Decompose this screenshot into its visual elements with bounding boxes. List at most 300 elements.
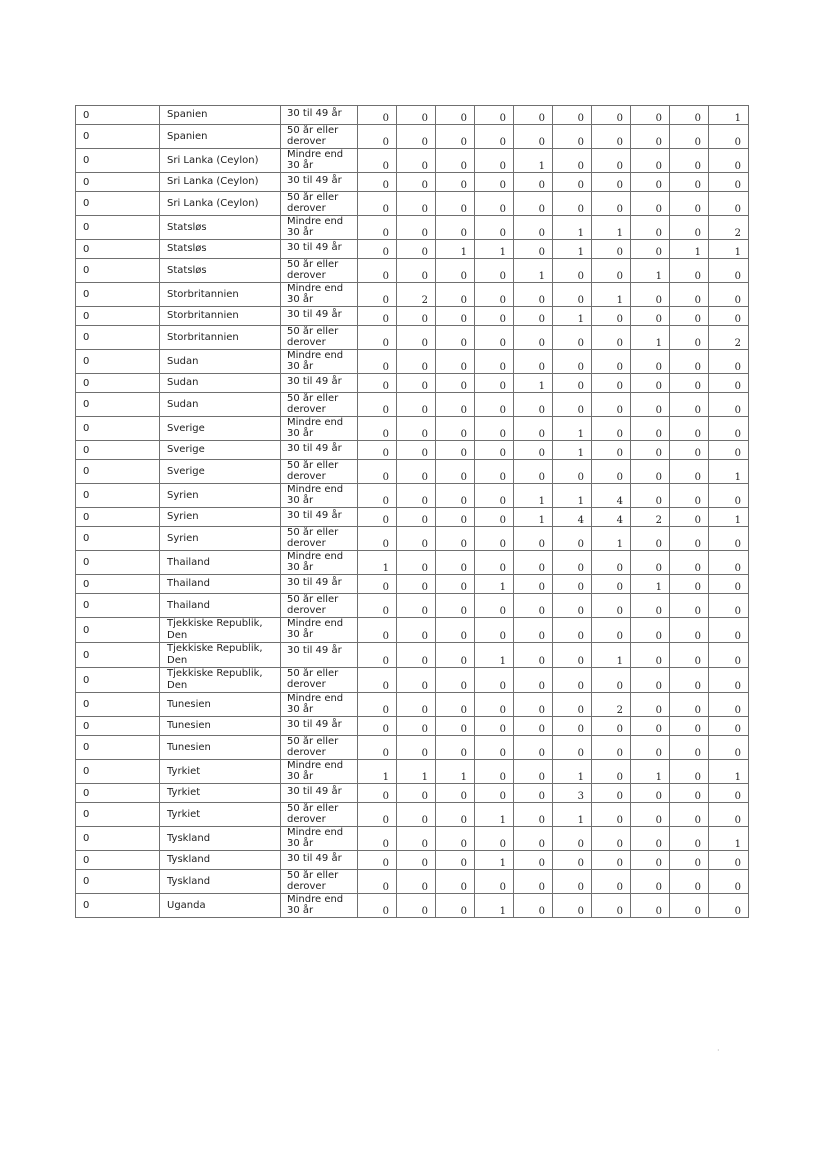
value-cell: 1 xyxy=(475,803,514,827)
country-cell: Tyskland xyxy=(160,870,281,894)
value-cell: 0 xyxy=(514,894,553,918)
value-cell: 0 xyxy=(670,618,709,643)
value-cell: 0 xyxy=(397,575,436,594)
value-cell: 0 xyxy=(631,350,670,374)
value-cell: 0 xyxy=(514,643,553,668)
value-cell: 0 xyxy=(475,216,514,240)
value-cell: 1 xyxy=(553,417,592,441)
code-cell: 0 xyxy=(76,441,160,460)
value-cell: 0 xyxy=(631,374,670,393)
value-cell: 0 xyxy=(358,374,397,393)
value-cell: 0 xyxy=(436,717,475,736)
value-cell: 0 xyxy=(358,894,397,918)
country-cell: Spanien xyxy=(160,125,281,149)
value-cell: 0 xyxy=(553,594,592,618)
value-cell: 0 xyxy=(592,827,631,851)
value-cell: 4 xyxy=(553,508,592,527)
value-cell: 0 xyxy=(592,717,631,736)
value-cell: 0 xyxy=(436,374,475,393)
value-cell: 0 xyxy=(592,441,631,460)
value-cell: 0 xyxy=(553,575,592,594)
age-group-cell: 50 år eller derover xyxy=(281,594,358,618)
code-cell: 0 xyxy=(76,870,160,894)
value-cell: 0 xyxy=(709,851,749,870)
value-cell: 1 xyxy=(709,508,749,527)
country-cell: Sudan xyxy=(160,393,281,417)
value-cell: 0 xyxy=(670,527,709,551)
table-row xyxy=(76,393,749,417)
value-cell: 0 xyxy=(592,240,631,259)
value-cell: 0 xyxy=(553,851,592,870)
value-cell: 0 xyxy=(631,894,670,918)
value-cell: 0 xyxy=(397,106,436,125)
value-cell: 2 xyxy=(709,216,749,240)
value-cell: 0 xyxy=(475,827,514,851)
country-cell: Sverige xyxy=(160,441,281,460)
value-cell: 0 xyxy=(553,106,592,125)
code-cell: 0 xyxy=(76,736,160,760)
age-group-cell: 50 år eller derover xyxy=(281,259,358,283)
code-cell: 0 xyxy=(76,393,160,417)
value-cell: 0 xyxy=(358,350,397,374)
value-cell: 0 xyxy=(514,192,553,216)
value-cell: 0 xyxy=(358,106,397,125)
value-cell: 0 xyxy=(670,894,709,918)
table-row xyxy=(76,851,749,870)
value-cell: 0 xyxy=(592,851,631,870)
country-cell: Thailand xyxy=(160,575,281,594)
value-cell: 0 xyxy=(397,173,436,192)
value-cell: 0 xyxy=(670,374,709,393)
table-row xyxy=(76,643,749,668)
value-cell: 0 xyxy=(670,125,709,149)
value-cell: 0 xyxy=(514,784,553,803)
value-cell: 0 xyxy=(670,760,709,784)
value-cell: 0 xyxy=(631,192,670,216)
value-cell: 0 xyxy=(553,283,592,307)
age-group-cell: 50 år eller derover xyxy=(281,527,358,551)
value-cell: 0 xyxy=(436,417,475,441)
age-group-cell: 50 år eller derover xyxy=(281,125,358,149)
value-cell: 0 xyxy=(397,693,436,717)
value-cell: 0 xyxy=(553,350,592,374)
value-cell: 1 xyxy=(592,283,631,307)
value-cell: 0 xyxy=(670,173,709,192)
value-cell: 0 xyxy=(709,693,749,717)
country-cell: Tyrkiet xyxy=(160,760,281,784)
value-cell: 0 xyxy=(514,326,553,350)
value-cell: 0 xyxy=(397,668,436,693)
value-cell: 0 xyxy=(397,417,436,441)
value-cell: 0 xyxy=(631,216,670,240)
value-cell: 0 xyxy=(436,894,475,918)
value-cell: 0 xyxy=(514,240,553,259)
value-cell: 0 xyxy=(475,668,514,693)
country-cell: Sudan xyxy=(160,374,281,393)
value-cell: 0 xyxy=(592,307,631,326)
value-cell: 0 xyxy=(709,668,749,693)
value-cell: 0 xyxy=(475,484,514,508)
age-group-cell: Mindre end 30 år xyxy=(281,484,358,508)
value-cell: 0 xyxy=(358,870,397,894)
value-cell: 0 xyxy=(709,618,749,643)
value-cell: 0 xyxy=(553,173,592,192)
value-cell: 0 xyxy=(631,460,670,484)
value-cell: 0 xyxy=(553,149,592,173)
value-cell: 0 xyxy=(475,784,514,803)
country-cell: Storbritannien xyxy=(160,283,281,307)
age-group-cell: 30 til 49 år xyxy=(281,307,358,326)
value-cell: 0 xyxy=(631,240,670,259)
table-row xyxy=(76,668,749,693)
value-cell: 1 xyxy=(709,240,749,259)
value-cell: 0 xyxy=(514,668,553,693)
table-row xyxy=(76,784,749,803)
code-cell: 0 xyxy=(76,374,160,393)
age-group-cell: Mindre end 30 år xyxy=(281,350,358,374)
value-cell: 0 xyxy=(514,618,553,643)
age-group-cell: Mindre end 30 år xyxy=(281,216,358,240)
value-cell: 0 xyxy=(553,460,592,484)
table-row xyxy=(76,717,749,736)
country-cell: Tjekkiske Republik, Den xyxy=(160,618,281,643)
value-cell: 0 xyxy=(709,717,749,736)
value-cell: 0 xyxy=(475,441,514,460)
value-cell: 0 xyxy=(397,827,436,851)
country-cell: Tunesien xyxy=(160,736,281,760)
table-row xyxy=(76,551,749,575)
value-cell: 0 xyxy=(475,870,514,894)
code-cell: 0 xyxy=(76,527,160,551)
value-cell: 0 xyxy=(631,307,670,326)
code-cell: 0 xyxy=(76,173,160,192)
code-cell: 0 xyxy=(76,760,160,784)
value-cell: 0 xyxy=(358,508,397,527)
value-cell: 1 xyxy=(553,307,592,326)
table-row xyxy=(76,283,749,307)
value-cell: 0 xyxy=(514,216,553,240)
value-cell: 0 xyxy=(670,827,709,851)
value-cell: 0 xyxy=(514,460,553,484)
value-cell: 0 xyxy=(475,594,514,618)
value-cell: 0 xyxy=(475,173,514,192)
table-row xyxy=(76,693,749,717)
value-cell: 0 xyxy=(631,527,670,551)
age-group-cell: Mindre end 30 år xyxy=(281,894,358,918)
table-row xyxy=(76,240,749,259)
value-cell: 0 xyxy=(475,508,514,527)
country-cell: Tjekkiske Republik, Den xyxy=(160,643,281,668)
age-group-cell: 30 til 49 år xyxy=(281,173,358,192)
value-cell: 0 xyxy=(592,618,631,643)
value-cell: 1 xyxy=(436,760,475,784)
value-cell: 0 xyxy=(709,350,749,374)
table-row xyxy=(76,484,749,508)
value-cell: 0 xyxy=(709,192,749,216)
value-cell: 0 xyxy=(592,460,631,484)
value-cell: 1 xyxy=(592,216,631,240)
value-cell: 0 xyxy=(475,259,514,283)
table-row xyxy=(76,803,749,827)
value-cell: 0 xyxy=(397,551,436,575)
value-cell: 0 xyxy=(514,736,553,760)
value-cell: 0 xyxy=(709,551,749,575)
code-cell: 0 xyxy=(76,508,160,527)
value-cell: 0 xyxy=(670,393,709,417)
value-cell: 0 xyxy=(358,393,397,417)
value-cell: 0 xyxy=(514,851,553,870)
value-cell: 0 xyxy=(631,870,670,894)
country-cell: Tunesien xyxy=(160,693,281,717)
value-cell: 0 xyxy=(475,125,514,149)
value-cell: 0 xyxy=(709,259,749,283)
value-cell: 0 xyxy=(358,693,397,717)
value-cell: 0 xyxy=(670,551,709,575)
value-cell: 1 xyxy=(514,484,553,508)
value-cell: 0 xyxy=(397,736,436,760)
table-row xyxy=(76,508,749,527)
code-cell: 0 xyxy=(76,551,160,575)
value-cell: 0 xyxy=(436,441,475,460)
table-row xyxy=(76,575,749,594)
value-cell: 0 xyxy=(670,668,709,693)
value-cell: 0 xyxy=(514,717,553,736)
table-row xyxy=(76,192,749,216)
value-cell: 0 xyxy=(592,125,631,149)
value-cell: 0 xyxy=(436,870,475,894)
value-cell: 1 xyxy=(631,575,670,594)
value-cell: 0 xyxy=(514,441,553,460)
country-cell: Sri Lanka (Ceylon) xyxy=(160,149,281,173)
value-cell: 0 xyxy=(475,618,514,643)
value-cell: 0 xyxy=(631,441,670,460)
code-cell: 0 xyxy=(76,125,160,149)
value-cell: 1 xyxy=(475,894,514,918)
value-cell: 0 xyxy=(397,894,436,918)
value-cell: 4 xyxy=(592,484,631,508)
age-group-cell: 50 år eller derover xyxy=(281,326,358,350)
value-cell: 0 xyxy=(358,307,397,326)
value-cell: 0 xyxy=(670,508,709,527)
value-cell: 0 xyxy=(397,393,436,417)
value-cell: 0 xyxy=(358,417,397,441)
value-cell: 1 xyxy=(709,760,749,784)
value-cell: 0 xyxy=(475,417,514,441)
code-cell: 0 xyxy=(76,827,160,851)
table-row xyxy=(76,417,749,441)
age-group-cell: Mindre end 30 år xyxy=(281,760,358,784)
value-cell: 0 xyxy=(397,784,436,803)
value-cell: 0 xyxy=(475,350,514,374)
value-cell: 3 xyxy=(553,784,592,803)
value-cell: 0 xyxy=(436,575,475,594)
value-cell: 0 xyxy=(436,851,475,870)
value-cell: 0 xyxy=(475,374,514,393)
value-cell: 0 xyxy=(358,240,397,259)
value-cell: 0 xyxy=(592,575,631,594)
value-cell: 1 xyxy=(475,851,514,870)
value-cell: 0 xyxy=(553,374,592,393)
value-cell: 0 xyxy=(514,551,553,575)
value-cell: 0 xyxy=(475,326,514,350)
value-cell: 0 xyxy=(397,460,436,484)
value-cell: 0 xyxy=(670,784,709,803)
value-cell: 0 xyxy=(397,192,436,216)
value-cell: 0 xyxy=(631,551,670,575)
value-cell: 0 xyxy=(670,460,709,484)
value-cell: 0 xyxy=(358,527,397,551)
country-cell: Statsløs xyxy=(160,259,281,283)
value-cell: 0 xyxy=(670,717,709,736)
code-cell: 0 xyxy=(76,307,160,326)
value-cell: 0 xyxy=(475,283,514,307)
value-cell: 0 xyxy=(358,827,397,851)
data-table xyxy=(75,105,749,918)
value-cell: 0 xyxy=(397,618,436,643)
age-group-cell: Mindre end 30 år xyxy=(281,827,358,851)
value-cell: 0 xyxy=(436,259,475,283)
country-cell: Syrien xyxy=(160,484,281,508)
value-cell: 0 xyxy=(631,125,670,149)
age-group-cell: 50 år eller derover xyxy=(281,736,358,760)
value-cell: 0 xyxy=(397,326,436,350)
value-cell: 2 xyxy=(709,326,749,350)
value-cell: 0 xyxy=(475,717,514,736)
value-cell: 0 xyxy=(553,894,592,918)
value-cell: 2 xyxy=(631,508,670,527)
value-cell: 0 xyxy=(436,192,475,216)
country-cell: Tjekkiske Republik, Den xyxy=(160,668,281,693)
table-row xyxy=(76,307,749,326)
value-cell: 1 xyxy=(631,760,670,784)
value-cell: 0 xyxy=(631,803,670,827)
table-row xyxy=(76,259,749,283)
value-cell: 0 xyxy=(514,693,553,717)
country-cell: Uganda xyxy=(160,894,281,918)
value-cell: 0 xyxy=(358,668,397,693)
value-cell: 1 xyxy=(592,527,631,551)
value-cell: 0 xyxy=(709,594,749,618)
value-cell: 0 xyxy=(592,784,631,803)
value-cell: 4 xyxy=(592,508,631,527)
value-cell: 1 xyxy=(592,643,631,668)
value-cell: 0 xyxy=(514,106,553,125)
value-cell: 1 xyxy=(631,259,670,283)
value-cell: 1 xyxy=(670,240,709,259)
value-cell: 0 xyxy=(436,527,475,551)
value-cell: 0 xyxy=(592,149,631,173)
value-cell: 0 xyxy=(592,173,631,192)
value-cell: 0 xyxy=(475,307,514,326)
table-row xyxy=(76,870,749,894)
value-cell: 0 xyxy=(670,259,709,283)
value-cell: 0 xyxy=(670,192,709,216)
age-group-cell: 50 år eller derover xyxy=(281,803,358,827)
table-row xyxy=(76,618,749,643)
code-cell: 0 xyxy=(76,693,160,717)
value-cell: 0 xyxy=(592,106,631,125)
age-group-cell: 30 til 49 år xyxy=(281,575,358,594)
value-cell: 0 xyxy=(709,283,749,307)
value-cell: 2 xyxy=(397,283,436,307)
value-cell: 0 xyxy=(709,149,749,173)
country-cell: Thailand xyxy=(160,594,281,618)
value-cell: 0 xyxy=(553,326,592,350)
code-cell: 0 xyxy=(76,484,160,508)
value-cell: 0 xyxy=(397,307,436,326)
age-group-cell: 30 til 49 år xyxy=(281,240,358,259)
value-cell: 0 xyxy=(358,717,397,736)
value-cell: 0 xyxy=(670,307,709,326)
code-cell: 0 xyxy=(76,668,160,693)
stray-mark: · xyxy=(717,1046,720,1055)
country-cell: Tyrkiet xyxy=(160,803,281,827)
code-cell: 0 xyxy=(76,240,160,259)
value-cell: 0 xyxy=(631,484,670,508)
value-cell: 0 xyxy=(436,149,475,173)
country-cell: Tyrkiet xyxy=(160,784,281,803)
value-cell: 0 xyxy=(631,851,670,870)
value-cell: 1 xyxy=(475,643,514,668)
value-cell: 0 xyxy=(709,575,749,594)
value-cell: 0 xyxy=(514,760,553,784)
code-cell: 0 xyxy=(76,283,160,307)
code-cell: 0 xyxy=(76,106,160,125)
age-group-cell: Mindre end 30 år xyxy=(281,417,358,441)
value-cell: 0 xyxy=(397,484,436,508)
table-row xyxy=(76,441,749,460)
country-cell: Statsløs xyxy=(160,216,281,240)
value-cell: 0 xyxy=(670,441,709,460)
value-cell: 0 xyxy=(436,283,475,307)
value-cell: 0 xyxy=(436,693,475,717)
country-cell: Sudan xyxy=(160,350,281,374)
value-cell: 0 xyxy=(475,551,514,575)
value-cell: 1 xyxy=(436,240,475,259)
value-cell: 0 xyxy=(436,594,475,618)
value-cell: 0 xyxy=(592,668,631,693)
value-cell: 0 xyxy=(436,551,475,575)
age-group-cell: Mindre end 30 år xyxy=(281,551,358,575)
value-cell: 1 xyxy=(358,551,397,575)
value-cell: 0 xyxy=(553,259,592,283)
value-cell: 1 xyxy=(631,326,670,350)
value-cell: 1 xyxy=(553,216,592,240)
code-cell: 0 xyxy=(76,784,160,803)
value-cell: 0 xyxy=(475,736,514,760)
code-cell: 0 xyxy=(76,803,160,827)
value-cell: 1 xyxy=(709,460,749,484)
value-cell: 0 xyxy=(397,259,436,283)
value-cell: 0 xyxy=(475,149,514,173)
value-cell: 0 xyxy=(436,125,475,149)
value-cell: 0 xyxy=(358,484,397,508)
code-cell: 0 xyxy=(76,216,160,240)
value-cell: 1 xyxy=(514,149,553,173)
table-row xyxy=(76,106,749,125)
country-cell: Syrien xyxy=(160,508,281,527)
value-cell: 0 xyxy=(670,870,709,894)
value-cell: 0 xyxy=(592,393,631,417)
value-cell: 0 xyxy=(397,149,436,173)
value-cell: 0 xyxy=(436,173,475,192)
value-cell: 0 xyxy=(553,393,592,417)
value-cell: 0 xyxy=(436,326,475,350)
value-cell: 0 xyxy=(670,484,709,508)
value-cell: 0 xyxy=(397,240,436,259)
country-cell: Sri Lanka (Ceylon) xyxy=(160,192,281,216)
code-cell: 0 xyxy=(76,575,160,594)
